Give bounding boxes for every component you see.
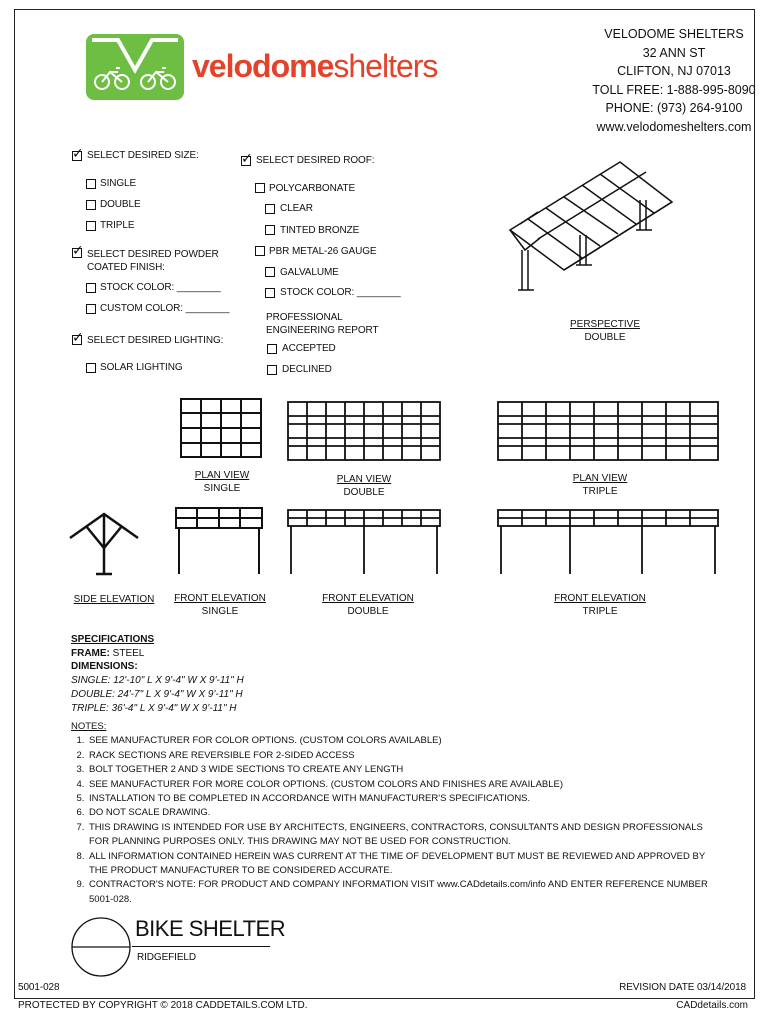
accepted-checkbox[interactable] xyxy=(267,344,277,354)
perspective-sub: DOUBLE xyxy=(584,332,626,343)
declined-checkbox[interactable] xyxy=(267,365,277,375)
front-elevation-double xyxy=(284,504,444,578)
galvalume-label: GALVALUME xyxy=(280,267,339,278)
engineering-line2: ENGINEERING REPORT xyxy=(266,325,379,336)
solar-checkbox[interactable] xyxy=(86,363,96,373)
note-item: 3. BOLT TOGETHER 2 AND 3 WIDE SECTIONS TO CREATE ANY LENGTH xyxy=(87,763,711,777)
double-checkbox[interactable] xyxy=(86,200,96,210)
front-single-label: FRONT ELEVATION xyxy=(174,593,266,604)
roof-heading-checkbox[interactable] xyxy=(241,156,251,166)
bicycle-icon xyxy=(86,34,184,100)
note-item: 2. RACK SECTIONS ARE REVERSIBLE FOR 2-SIDED ACCESS xyxy=(87,749,711,763)
side-elevation-drawing xyxy=(66,508,142,578)
stock-color-label: STOCK COLOR: ________ xyxy=(100,282,221,293)
logo-velo: velo xyxy=(192,48,253,84)
clear-label: CLEAR xyxy=(280,203,313,214)
plan-view-triple xyxy=(494,398,722,464)
notes xyxy=(71,720,711,907)
plan-double-label: PLAN VIEW xyxy=(336,474,392,485)
logo-mark xyxy=(86,34,184,100)
lighting-heading: SELECT DESIRED LIGHTING: xyxy=(87,335,224,346)
tinted-checkbox[interactable] xyxy=(265,225,275,235)
perspective-caption xyxy=(560,318,650,344)
plan-single-label: PLAN VIEW xyxy=(194,470,250,481)
title-underline xyxy=(132,946,270,947)
drawing-subtitle: RIDGEFIELD xyxy=(137,952,197,963)
front-triple-label: FRONT ELEVATION xyxy=(554,593,646,604)
phone: PHONE: (973) 264-9100 xyxy=(605,101,743,115)
solar-label: SOLAR LIGHTING xyxy=(100,362,183,373)
front-triple-caption xyxy=(550,592,650,618)
size-heading-checkbox[interactable] xyxy=(72,151,82,161)
revision-date: REVISION DATE 03/14/2018 xyxy=(619,982,746,993)
custom-color-checkbox[interactable] xyxy=(86,304,96,314)
footer-site[interactable]: CADdetails.com xyxy=(676,1000,748,1011)
engineering-line1: PROFESSIONAL xyxy=(266,312,343,323)
plan-triple-sub: TRIPLE xyxy=(582,486,618,497)
note-item: 9. CONTRACTOR'S NOTE: FOR PRODUCT AND COMPANY INFORMATION VISIT www.CADdetails.com/info AND ENTER REFERENCE NUMBER 5001-028. xyxy=(87,878,711,907)
address-block xyxy=(574,25,770,136)
note-item: 4. SEE MANUFACTURER FOR MORE COLOR OPTIONS. (CUSTOM COLORS AND FINISHES ARE AVAILABLE) xyxy=(87,778,711,792)
finish-heading-line1: SELECT DESIRED POWDER xyxy=(87,249,219,260)
note-item: 7. THIS DRAWING IS INTENDED FOR USE BY ARCHITECTS, ENGINEERS, CONTRACTORS, CONSULTANTS AND DESIGN PROFESSIONALS FOR PLANNING PURPOSES ONLY. THIS DRAWING MAY NOT BE USED FOR CONSTRUCTION. xyxy=(87,821,711,850)
front-double-label: FRONT ELEVATION xyxy=(322,593,414,604)
note-item: 6. DO NOT SCALE DRAWING. xyxy=(87,806,711,820)
perspective-label: PERSPECTIVE xyxy=(569,319,641,330)
dim-double: DOUBLE: 24'-7" L X 9'-4" W X 9'-11" H xyxy=(71,688,243,700)
roof-heading: SELECT DESIRED ROOF: xyxy=(256,155,375,166)
frame-value: STEEL xyxy=(112,647,145,659)
plan-single-caption xyxy=(184,469,260,495)
notes-heading: NOTES: xyxy=(71,721,107,732)
company-name: VELODOME SHELTERS xyxy=(604,27,744,41)
dim-triple: TRIPLE: 36'-4" L X 9'-4" W X 9'-11" H xyxy=(71,702,237,714)
accepted-label: ACCEPTED xyxy=(282,343,336,354)
galvalume-checkbox[interactable] xyxy=(265,267,275,277)
note-item: 1. SEE MANUFACTURER FOR COLOR OPTIONS. (CUSTOM COLORS AVAILABLE) xyxy=(87,734,711,748)
single-checkbox[interactable] xyxy=(86,179,96,189)
frame-label: FRAME: xyxy=(71,647,110,659)
title-circle-icon xyxy=(70,916,132,978)
plan-double-caption xyxy=(324,473,404,499)
finish-heading xyxy=(87,248,219,274)
single-label: SINGLE xyxy=(100,178,137,189)
front-triple-sub: TRIPLE xyxy=(582,606,618,617)
front-elevation-single xyxy=(172,504,266,578)
plan-view-double xyxy=(284,398,444,464)
toll-free: TOLL FREE: 1-888-995-8090 xyxy=(592,82,756,97)
spec-heading: SPECIFICATIONS xyxy=(71,634,155,645)
roof-stock-checkbox[interactable] xyxy=(265,288,275,298)
size-heading: SELECT DESIRED SIZE: xyxy=(87,150,199,161)
website: www.velodomeshelters.com xyxy=(596,119,752,134)
lighting-heading-checkbox[interactable] xyxy=(72,335,82,345)
city: CLIFTON, NJ 07013 xyxy=(617,64,731,78)
street: 32 ANN ST xyxy=(642,45,706,60)
roof-stock-label: STOCK COLOR: ________ xyxy=(280,287,401,298)
dim-single: SINGLE: 12'-10" L X 9'-4" W X 9'-11" H xyxy=(71,675,244,687)
stock-color-checkbox[interactable] xyxy=(86,283,96,293)
dims-label: DIMENSIONS: xyxy=(71,661,138,673)
side-elevation-caption xyxy=(66,593,162,606)
clear-checkbox[interactable] xyxy=(265,204,275,214)
drawing-title: BIKE SHELTER xyxy=(135,916,286,941)
side-elevation-label: SIDE ELEVATION xyxy=(73,594,155,605)
plan-double-sub: DOUBLE xyxy=(343,487,385,498)
triple-label: TRIPLE xyxy=(100,220,135,231)
front-single-sub: SINGLE xyxy=(201,606,239,617)
plan-triple-label: PLAN VIEW xyxy=(572,473,628,484)
polycarbonate-checkbox[interactable] xyxy=(255,183,265,193)
finish-heading-checkbox[interactable] xyxy=(72,248,82,258)
logo-dome: dome xyxy=(252,48,334,84)
front-elevation-triple xyxy=(494,504,722,578)
front-double-sub: DOUBLE xyxy=(347,606,389,617)
logo-wordmark xyxy=(192,48,437,85)
plan-view-single xyxy=(176,394,268,462)
triple-checkbox[interactable] xyxy=(86,221,96,231)
finish-heading-line2: COATED FINISH: xyxy=(87,262,165,273)
pbr-checkbox[interactable] xyxy=(255,246,265,256)
specifications xyxy=(71,633,244,715)
reference-number: 5001-028 xyxy=(18,982,60,993)
logo-shelters: shelters xyxy=(333,48,438,84)
plan-single-sub: SINGLE xyxy=(203,483,241,494)
pbr-label: PBR METAL-26 GAUGE xyxy=(269,246,377,257)
declined-label: DECLINED xyxy=(282,364,332,375)
plan-triple-caption xyxy=(560,472,640,498)
perspective-drawing xyxy=(500,140,680,300)
note-item: 5. INSTALLATION TO BE COMPLETED IN ACCORDANCE WITH MANUFACTURER'S SPECIFICATIONS. xyxy=(87,792,711,806)
front-single-caption xyxy=(170,592,270,618)
front-double-caption xyxy=(318,592,418,618)
note-item: 8. ALL INFORMATION CONTAINED HEREIN WAS CURRENT AT THE TIME OF DEVELOPMENT BUT MUST BE REVIEWED AND APPROVED BY THE PRODUCT MANUFACTURER TO BE CONSIDERED ACCURATE. xyxy=(87,850,711,879)
double-label: DOUBLE xyxy=(100,199,141,210)
copyright: PROTECTED BY COPYRIGHT © 2018 CADDETAILS.COM LTD. xyxy=(18,1000,308,1011)
engineering-heading xyxy=(266,311,378,337)
tinted-label: TINTED BRONZE xyxy=(280,225,360,236)
custom-color-label: CUSTOM COLOR: ________ xyxy=(100,303,230,314)
polycarbonate-label: POLYCARBONATE xyxy=(269,183,356,194)
